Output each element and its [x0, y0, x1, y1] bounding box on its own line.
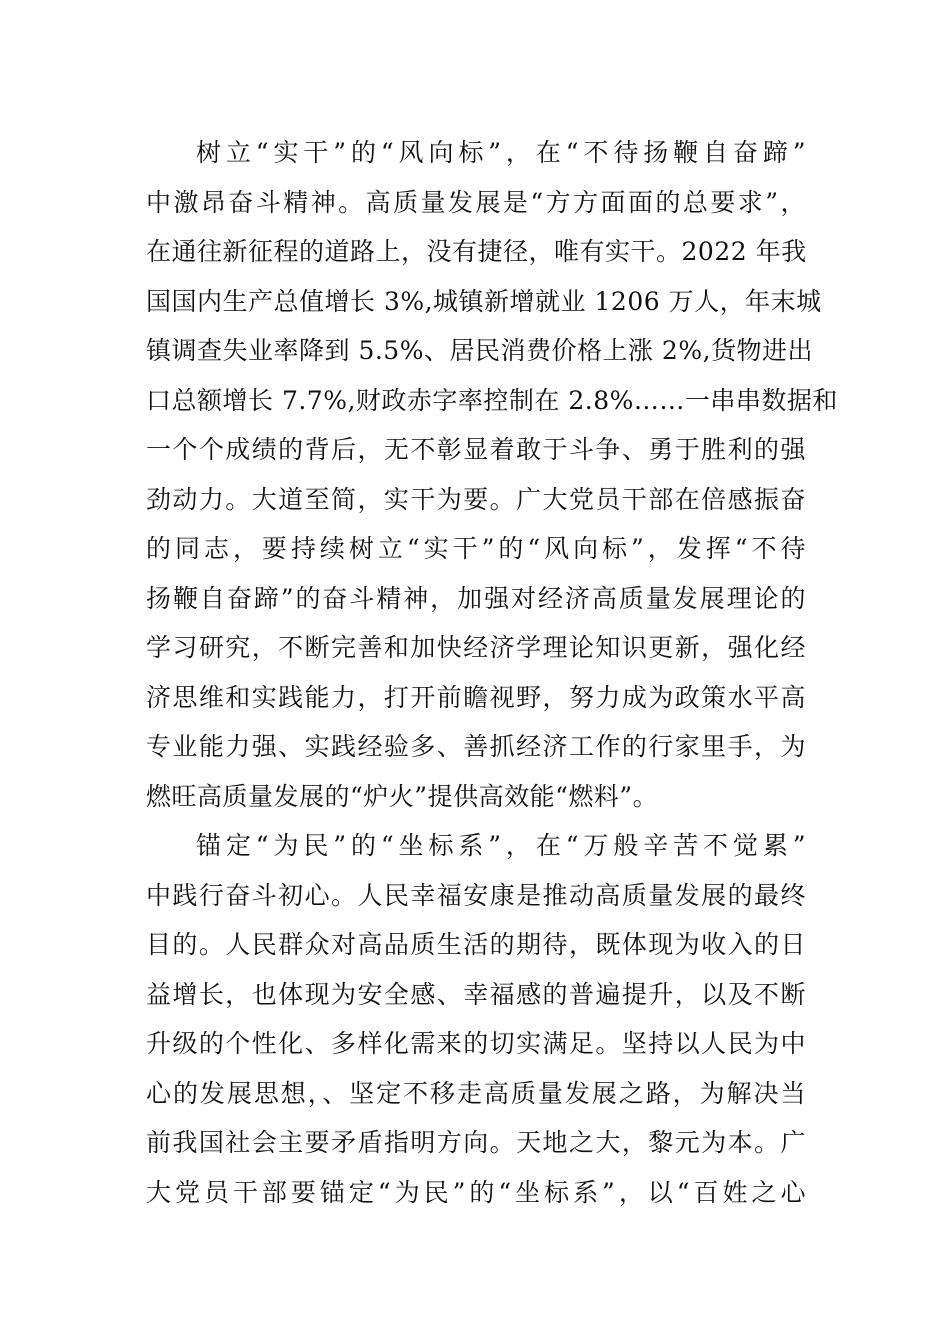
paragraph-line: 大党员干部要锚定“为民”的“坐标系”，以“百姓之心 — [146, 1177, 806, 1207]
paragraph-line: 目的。人民群众对高品质生活的期待，既体现为收入的日 — [146, 930, 806, 959]
paragraph-line: 国国内生产总值增长 3%,城镇新增就业 1206 万人，年末城 — [146, 286, 822, 316]
paragraph-line: 镇调查失业率降到 5.5%、居民消费价格上涨 2%,货物进出 — [146, 336, 814, 365]
paragraph-1 — [146, 128, 838, 821]
paragraph-line: 中激昂奋斗精神。高质量发展是“方方面面的总要求”， — [146, 187, 806, 217]
paragraph-line: 树立“实干”的“风向标”，在“不待扬鞭自奋蹄” — [196, 138, 806, 167]
paragraph-line: 锚定“为民”的“坐标系”，在“万般辛苦不觉累” — [196, 831, 806, 860]
paragraph-line: 口总额增长 7.7%,财政赤字率控制在 2.8%……一串串数据和 — [146, 385, 838, 415]
paragraph-line: 益增长，也体现为安全感、幸福感的普遍提升，以及不断 — [146, 979, 806, 1009]
paragraph-line: 学习研究，不断完善和加快经济学理论知识更新，强化经 — [146, 633, 806, 662]
paragraph-line: 在通往新征程的道路上，没有捷径，唯有实干。2022 年我 — [146, 237, 807, 266]
paragraph-line: 的同志，要持续树立“实干”的“风向标”，发挥“不待 — [146, 534, 806, 563]
paragraph-line: 一个个成绩的背后，无不彰显着敢于斗争、勇于胜利的强 — [146, 435, 806, 464]
paragraph-line: 前我国社会主要矛盾指明方向。天地之大，黎元为本。广 — [146, 1128, 806, 1157]
paragraph-line: 扬鞭自奋蹄”的奋斗精神，加强对经济高质量发展理论的 — [146, 583, 806, 613]
paragraph-line: 燃旺高质量发展的“炉火”提供高效能“燃料”。 — [146, 781, 659, 811]
paragraph-line: 济思维和实践能力，打开前瞻视野，努力成为政策水平高 — [146, 682, 806, 712]
paragraph-line: 升级的个性化、多样化需来的切实满足。坚持以人民为中 — [146, 1029, 806, 1058]
paragraph-line: 劲动力。大道至简，实干为要。广大党员干部在倍感振奋 — [146, 484, 806, 514]
paragraph-line: 中践行奋斗初心。人民幸福安康是推动高质量发展的最终 — [146, 880, 806, 910]
paragraph-2 — [146, 821, 806, 1217]
document-body — [146, 128, 838, 1217]
paragraph-line: 专业能力强、实践经验多、善抓经济工作的行家里手，为 — [146, 732, 806, 761]
paragraph-line: 心的发展思想，、坚定不移走高质量发展之路，为解决当 — [146, 1078, 806, 1108]
